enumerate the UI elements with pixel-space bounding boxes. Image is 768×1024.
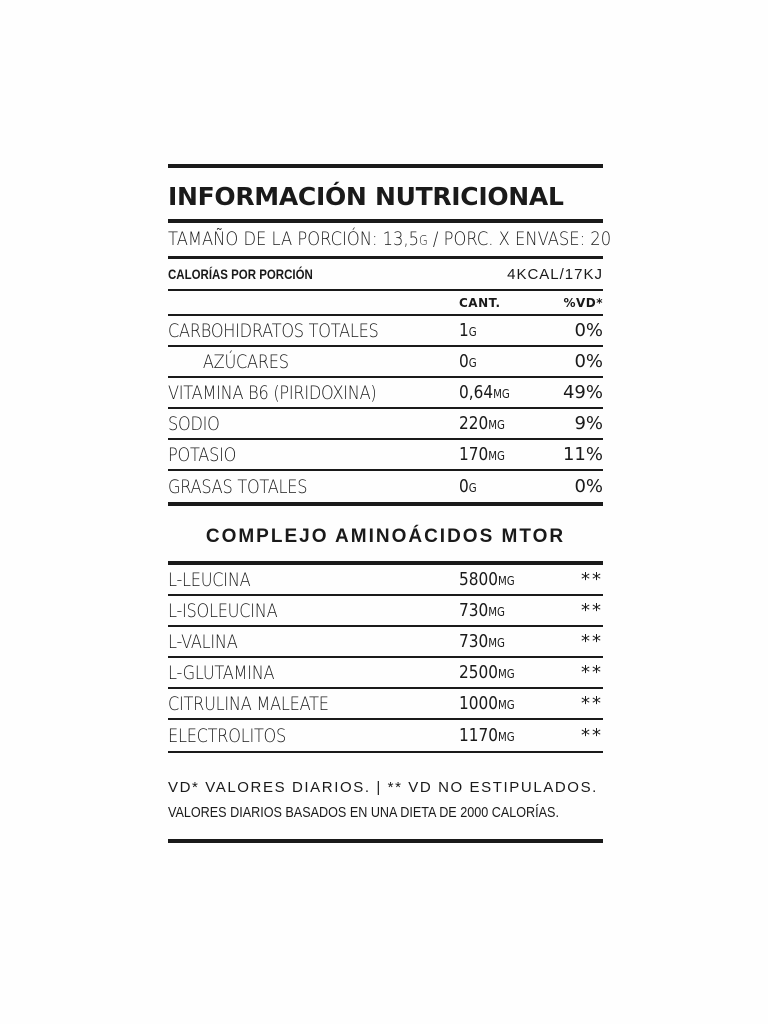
- nutrient-row: [168, 378, 603, 409]
- row-name: ELECTROLITOS: [168, 724, 287, 747]
- row-name: GRASAS TOTALES: [168, 475, 308, 498]
- amount-unit: G: [468, 325, 477, 339]
- row-amount: [459, 569, 544, 590]
- row-dv: 9%: [574, 413, 603, 434]
- amount-unit: MG: [497, 574, 515, 588]
- row-name: L-VALINA: [168, 630, 238, 653]
- amount-value: 1000: [459, 693, 498, 714]
- serving-prefix: TAMAÑO DE LA PORCIÓN: 13,5: [168, 228, 420, 250]
- amount-unit: MG: [488, 449, 505, 463]
- amount-value: 0: [459, 351, 469, 372]
- row-dv: **: [581, 631, 603, 652]
- nutrient-list: [168, 316, 603, 502]
- calories-value: 4KCAL/17KJ: [507, 265, 603, 283]
- footnote-line2: VALORES DIARIOS BASADOS EN UNA DIETA DE 2000 CALORÍAS.: [168, 804, 559, 821]
- amino-row: [168, 596, 603, 627]
- amount-unit: MG: [488, 636, 505, 650]
- amount-value: 220: [459, 413, 489, 434]
- row-amount: [459, 382, 536, 403]
- row-dv: **: [581, 569, 603, 590]
- row-dv: **: [581, 662, 603, 683]
- row-name: POTASIO: [168, 443, 237, 466]
- dv-header: %VD*: [563, 295, 603, 310]
- amount-value: 0,64: [459, 382, 494, 403]
- nutrient-row: [168, 316, 603, 347]
- amount-unit: MG: [493, 387, 510, 401]
- row-amount: [459, 320, 536, 341]
- amount-unit: MG: [488, 605, 505, 619]
- footnote-line1: VD* VALORES DIARIOS. | ** VD NO ESTIPULADOS.: [168, 779, 598, 796]
- amino-row: [168, 565, 603, 596]
- nutrition-label: [168, 164, 612, 843]
- nutrient-row: [168, 440, 603, 471]
- row-dv: **: [581, 693, 603, 714]
- row-dv: 0%: [574, 351, 603, 372]
- amount-value: 0: [459, 476, 469, 497]
- row-name: L-ISOLEUCINA: [168, 599, 278, 622]
- complex-title: COMPLEJO AMINOÁCIDOS MTOR: [205, 526, 566, 547]
- amount-value: 5800: [459, 569, 498, 590]
- bottom-rule: [168, 839, 603, 843]
- amount-unit: MG: [497, 730, 515, 744]
- row-amount: [459, 693, 544, 714]
- amount-unit: MG: [497, 667, 515, 681]
- row-amount: [459, 476, 536, 497]
- row-name: SODIO: [168, 412, 220, 435]
- row-dv: 11%: [562, 444, 603, 465]
- row-name: CARBOHIDRATOS TOTALES: [168, 319, 379, 342]
- amount-header: CANT.: [459, 295, 501, 310]
- row-dv: **: [581, 600, 603, 621]
- amount-value: 2500: [459, 662, 498, 683]
- label-title: INFORMACIÓN NUTRICIONAL: [168, 182, 564, 211]
- serving-unit: G: [419, 234, 428, 249]
- row-amount: [459, 413, 536, 434]
- amount-value: 730: [459, 631, 489, 652]
- row-amount: [459, 600, 544, 621]
- amount-unit: G: [468, 481, 477, 495]
- amino-row: [168, 658, 603, 689]
- row-amount: [459, 662, 544, 683]
- serving-suffix: / PORC. X ENVASE: 20: [427, 228, 612, 250]
- amount-value: 1170: [459, 725, 498, 746]
- amount-unit: MG: [488, 418, 505, 432]
- row-amount: [459, 725, 544, 746]
- row-dv: **: [581, 725, 603, 746]
- nutrient-row: [168, 347, 603, 378]
- calories-label: CALORÍAS POR PORCIÓN: [168, 266, 313, 282]
- row-amount: [459, 444, 536, 465]
- serving-size: [168, 223, 612, 256]
- amount-value: 1: [459, 320, 469, 341]
- row-dv: 0%: [574, 476, 603, 497]
- amino-row: [168, 689, 603, 720]
- nutrient-row: [168, 471, 603, 502]
- row-name: AZÚCARES: [202, 350, 289, 373]
- row-name: L-GLUTAMINA: [168, 661, 275, 684]
- amount-value: 170: [459, 444, 489, 465]
- row-amount: [459, 351, 536, 372]
- footnote: [168, 753, 603, 839]
- row-dv: 0%: [574, 320, 603, 341]
- amino-row: [168, 720, 603, 751]
- amino-row: [168, 627, 603, 658]
- row-dv: 49%: [562, 382, 603, 403]
- amount-unit: G: [468, 356, 477, 370]
- row-name: L-LEUCINA: [168, 568, 251, 591]
- table-header: [168, 291, 603, 314]
- nutrient-row: [168, 409, 603, 440]
- amount-unit: MG: [497, 698, 515, 712]
- amino-list: [168, 565, 603, 751]
- amount-value: 730: [459, 600, 489, 621]
- calories-row: [168, 259, 603, 289]
- row-name: VITAMINA B6 (PIRIDOXINA): [168, 381, 377, 404]
- row-name: CITRULINA MALEATE: [168, 692, 329, 715]
- row-amount: [459, 631, 544, 652]
